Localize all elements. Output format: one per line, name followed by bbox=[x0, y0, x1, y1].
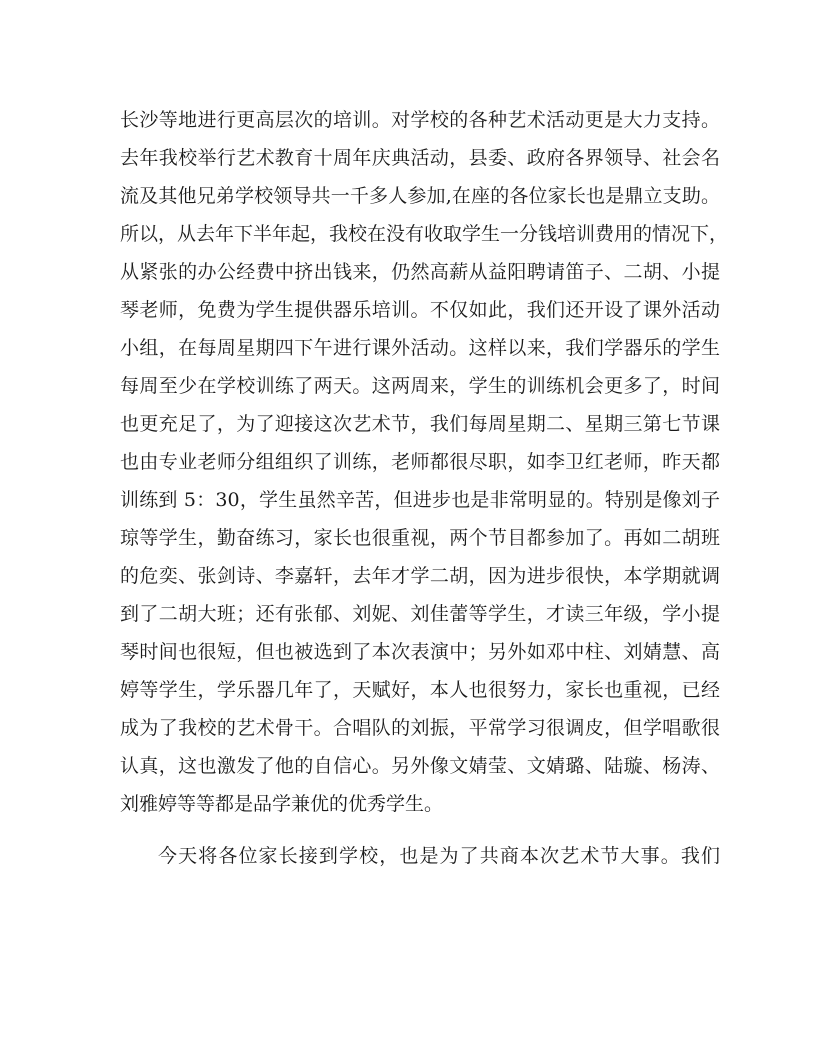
text-line: 也更充足了，为了迎接这次艺术节，我们每周星期二、星期三第七节课 bbox=[120, 413, 720, 435]
text-line: 琴老师，免费为学生提供器乐培训。不仅如此，我们还开设了课外活动 bbox=[120, 299, 720, 321]
text-line: 从紧张的办公经费中挤出钱来，仍然高薪从益阳聘请笛子、二胡、小提 bbox=[120, 261, 720, 283]
text-line: 长沙等地进行更高层次的培训。对学校的各种艺术活动更是大力支持。 bbox=[120, 109, 720, 131]
text-line: 到了二胡大班；还有张郁、刘妮、刘佳蕾等学生，才读三年级，学小提 bbox=[120, 603, 720, 625]
text-line: 也由专业老师分组组织了训练，老师都很尽职，如李卫红老师，昨天都 bbox=[120, 451, 720, 473]
text-line: 的危奕、张剑诗、李嘉轩，去年才学二胡，因为进步很快，本学期就调 bbox=[120, 565, 720, 587]
text-line: 每周至少在学校训练了两天。这两周来，学生的训练机会更多了，时间 bbox=[120, 375, 720, 397]
text-line: 婷等学生，学乐器几年了，天赋好，本人也很努力，家长也重视，已经 bbox=[120, 679, 720, 701]
text-line: 认真，这也激发了他的自信心。另外像文婧莹、文婧璐、陆璇、杨涛、 bbox=[120, 755, 720, 777]
text-line: 去年我校举行艺术教育十周年庆典活动，县委、政府各界领导、社会名 bbox=[120, 147, 720, 169]
text-line: 成为了我校的艺术骨干。合唱队的刘振，平常学习很调皮，但学唱歌很 bbox=[120, 717, 720, 739]
text-line: 流及其他兄弟学校领导共一千多人参加,在座的各位家长也是鼎立支助。 bbox=[120, 185, 720, 207]
text-line: 琴时间也很短，但也被选到了本次表演中；另外如邓中柱、刘婧慧、高 bbox=[120, 641, 720, 663]
text-line: 所以，从去年下半年起，我校在没有收取学生一分钱培训费用的情况下， bbox=[120, 223, 729, 245]
text-line: 小组，在每周星期四下午进行课外活动。这样以来，我们学器乐的学生 bbox=[120, 337, 720, 359]
text-line: 训练到 5：30，学生虽然辛苦，但进步也是非常明显的。特别是像刘子 bbox=[120, 489, 720, 511]
text-line: 琼等学生，勤奋练习，家长也很重视，两个节目都参加了。再如二胡班 bbox=[120, 527, 720, 549]
body-text bbox=[120, 101, 729, 875]
paragraph-end-line: 刘雅婷等等都是品学兼优的优秀学生。 bbox=[120, 793, 444, 815]
paragraph-start-line: 今天将各位家长接到学校，也是为了共商本次艺术节大事。我们 bbox=[158, 845, 720, 867]
